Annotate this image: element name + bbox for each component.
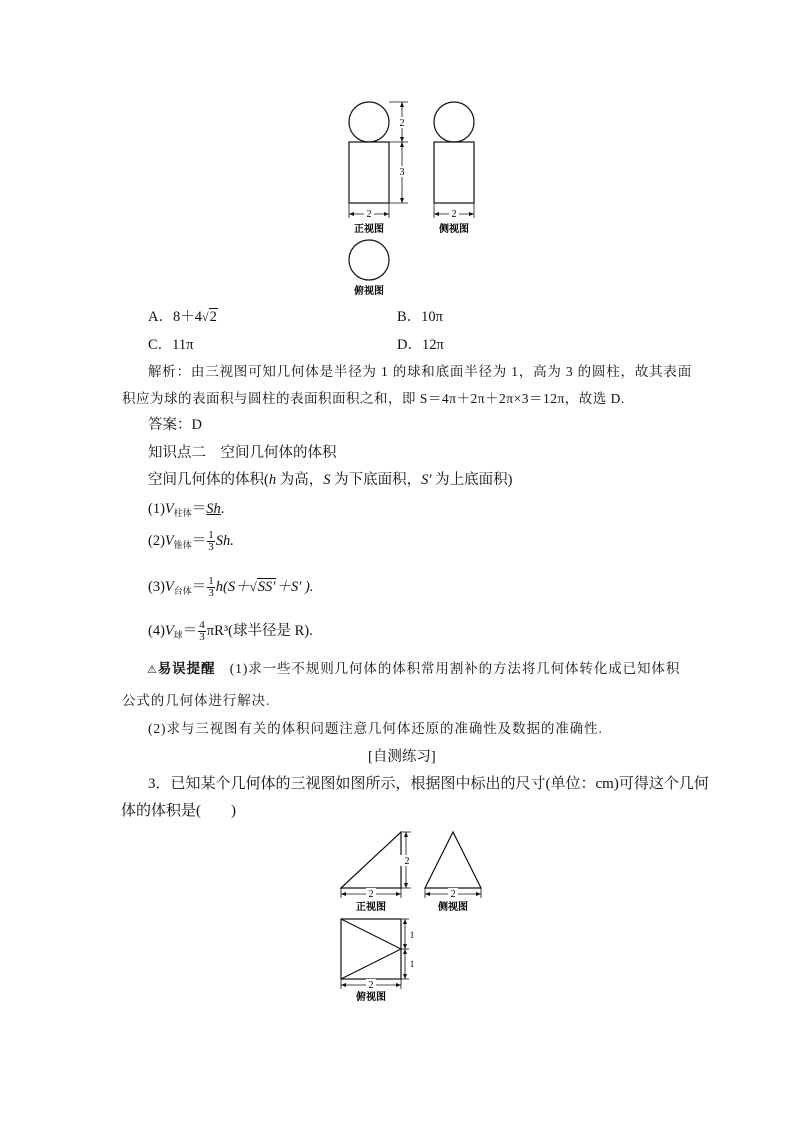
side-sphere — [434, 102, 474, 142]
option-c: C．11π — [148, 337, 194, 353]
question-3-line-1: 3．已知某个几何体的三视图如图所示，根据图中标出的尺寸(单位：cm)可得这个几何 — [148, 776, 709, 792]
option-a-radicand: 2 — [209, 309, 217, 325]
top-circle — [349, 240, 389, 280]
fig2-dim-side-width: 2 — [450, 889, 456, 900]
figure-2-three-views — [335, 828, 493, 1004]
answer: 答案：D — [148, 417, 202, 433]
option-a: A．8＋4√2 — [148, 309, 217, 325]
fig2-label-side: 侧视图 — [438, 902, 468, 913]
fig1-label-front: 正视图 — [354, 224, 384, 235]
tip-icon: ⚠ — [147, 664, 158, 676]
fig2-dim-front-width: 2 — [368, 889, 374, 900]
formula-pyramid: $(2)V_{锥体}=$ $\frac{1}{3}$ Sh. — [148, 529, 234, 553]
tip-line-1: ⚠易误提醒 (1)求一些不规则几何体的体积常用割补的方法将几何体转化成已知体积 — [147, 661, 681, 676]
knowledge-intro: 空间几何体的体积(h 为高，S 为下底面积，S′ 为上底面积) — [148, 472, 513, 488]
top-line-lower — [341, 949, 401, 979]
formula-sphere: $(4)V_球=$ $\frac{4}{3}$ πR³(球半径是 R). — [148, 619, 313, 643]
formula-frustum: $(3)V_{台体}=$ $\frac{1}{3}$ h(S＋√SS′＋S′ ). — [148, 575, 314, 599]
question-3-line-2: 体的体积是( ) — [121, 803, 236, 819]
fig2-dim-height: 2 — [404, 856, 410, 867]
figure-1-three-views — [340, 96, 480, 302]
fig2-dim-top-width: 2 — [368, 980, 374, 991]
fig2-dim-top-b: 1 — [409, 959, 415, 969]
top-square — [341, 919, 401, 979]
tip-label: 易误提醒 — [157, 661, 216, 676]
practice-header: [自测练习] — [368, 749, 436, 765]
fig1-dim-side-width: 2 — [451, 209, 457, 220]
knowledge-heading: 知识点二 空间几何体的体积 — [148, 445, 337, 461]
fig2-dim-top-a: 1 — [409, 930, 415, 940]
top-line-upper — [341, 919, 401, 949]
solution-line-1: 解析：由三视图可知几何体是半径为 1 的球和底面半径为 1，高为 3 的圆柱，故其表面 — [148, 364, 693, 379]
option-d: D．12π — [397, 337, 444, 353]
side-cylinder — [434, 142, 474, 203]
fig1-dim-top: 2 — [399, 118, 405, 129]
tip-line-3: (2)求与三视图有关的体积问题注意几何体还原的准确性及数据的准确性. — [148, 721, 603, 736]
fig1-dim-right: 3 — [399, 167, 405, 178]
option-a-text: A．8＋4 — [148, 309, 202, 325]
fig1-dim-front-width: 2 — [366, 209, 372, 220]
front-triangle — [341, 832, 401, 888]
side-triangle — [425, 832, 481, 888]
formula-prism: $(1)V_{柱体}=Sh$. — [148, 501, 225, 518]
fig2-label-top: 俯视图 — [356, 992, 386, 1003]
fig1-label-top: 俯视图 — [354, 286, 384, 297]
tip-line-2: 公式的几何体进行解决. — [122, 693, 271, 708]
fig2-label-front: 正视图 — [356, 902, 386, 913]
front-sphere — [349, 102, 389, 142]
front-cylinder — [349, 142, 389, 203]
option-b: B．10π — [397, 309, 443, 325]
fig1-label-side: 侧视图 — [439, 224, 469, 235]
solution-line-2: 积应为球的表面积与圆柱的表面积面积之和，即 S＝4π＋2π＋2π×3＝12π，故选 D. — [122, 391, 625, 406]
